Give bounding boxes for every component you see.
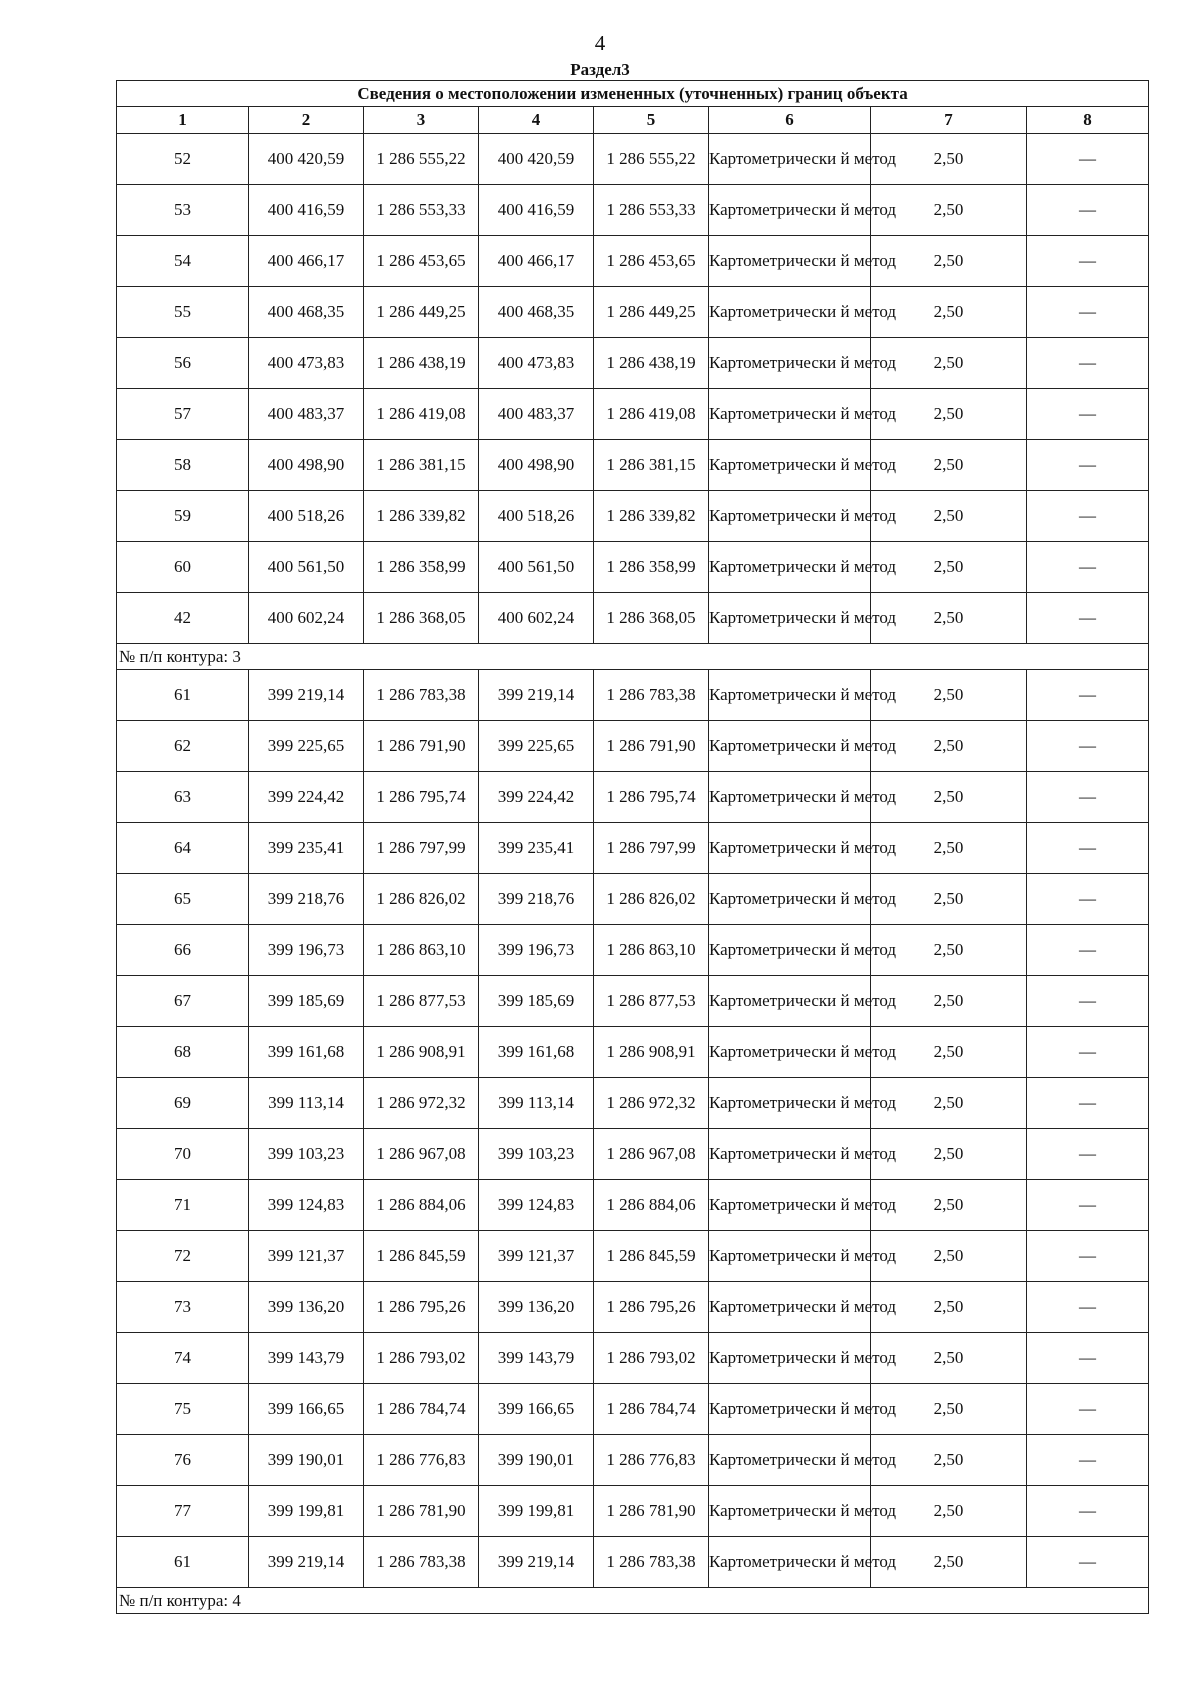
method-cell: Картометрически й метод <box>709 185 871 236</box>
y-new-cell: 1 286 776,83 <box>594 1435 709 1486</box>
x-new-cell: 400 473,83 <box>479 338 594 389</box>
x-new-cell: 400 420,59 <box>479 134 594 185</box>
x-old-cell: 400 466,17 <box>249 236 364 287</box>
x-old-cell: 400 483,37 <box>249 389 364 440</box>
y-old-cell: 1 286 863,10 <box>364 925 479 976</box>
point-number-cell: 72 <box>117 1231 249 1282</box>
table-row <box>117 925 1149 976</box>
table-row <box>117 1231 1149 1282</box>
x-old-cell: 399 161,68 <box>249 1027 364 1078</box>
table-row <box>117 1537 1149 1588</box>
accuracy-cell: 2,50 <box>871 1027 1027 1078</box>
x-new-cell: 399 166,65 <box>479 1384 594 1435</box>
point-number-cell: 69 <box>117 1078 249 1129</box>
x-old-cell: 399 199,81 <box>249 1486 364 1537</box>
y-new-cell: 1 286 908,91 <box>594 1027 709 1078</box>
y-old-cell: 1 286 339,82 <box>364 491 479 542</box>
description-cell: — <box>1027 1282 1149 1333</box>
method-cell: Картометрически й метод <box>709 1282 871 1333</box>
accuracy-cell: 2,50 <box>871 338 1027 389</box>
contour-row <box>117 1588 1149 1614</box>
x-new-cell: 399 185,69 <box>479 976 594 1027</box>
description-cell: — <box>1027 1129 1149 1180</box>
table-row <box>117 976 1149 1027</box>
y-new-cell: 1 286 795,26 <box>594 1282 709 1333</box>
y-old-cell: 1 286 877,53 <box>364 976 479 1027</box>
column-header-row <box>117 107 1149 134</box>
point-number-cell: 58 <box>117 440 249 491</box>
y-old-cell: 1 286 845,59 <box>364 1231 479 1282</box>
accuracy-cell: 2,50 <box>871 542 1027 593</box>
x-new-cell: 400 498,90 <box>479 440 594 491</box>
description-cell: — <box>1027 542 1149 593</box>
table-caption-row <box>117 81 1149 107</box>
y-old-cell: 1 286 972,32 <box>364 1078 479 1129</box>
description-cell: — <box>1027 185 1149 236</box>
accuracy-cell: 2,50 <box>871 491 1027 542</box>
accuracy-cell: 2,50 <box>871 134 1027 185</box>
description-cell: — <box>1027 338 1149 389</box>
x-old-cell: 399 143,79 <box>249 1333 364 1384</box>
method-cell: Картометрически й метод <box>709 1435 871 1486</box>
table-row <box>117 134 1149 185</box>
section-title: Раздел3 <box>570 60 630 79</box>
y-old-cell: 1 286 795,74 <box>364 772 479 823</box>
y-new-cell: 1 286 381,15 <box>594 440 709 491</box>
method-cell: Картометрически й метод <box>709 287 871 338</box>
table-row <box>117 1129 1149 1180</box>
x-new-cell: 399 224,42 <box>479 772 594 823</box>
y-old-cell: 1 286 553,33 <box>364 185 479 236</box>
contour-label: № п/п контура: 3 <box>117 644 1149 670</box>
description-cell: — <box>1027 593 1149 644</box>
column-header: 5 <box>594 107 709 134</box>
y-old-cell: 1 286 453,65 <box>364 236 479 287</box>
x-old-cell: 400 416,59 <box>249 185 364 236</box>
x-old-cell: 400 561,50 <box>249 542 364 593</box>
description-cell: — <box>1027 925 1149 976</box>
description-cell: — <box>1027 772 1149 823</box>
y-old-cell: 1 286 797,99 <box>364 823 479 874</box>
y-new-cell: 1 286 791,90 <box>594 721 709 772</box>
x-new-cell: 399 136,20 <box>479 1282 594 1333</box>
y-old-cell: 1 286 795,26 <box>364 1282 479 1333</box>
method-cell: Картометрически й метод <box>709 1129 871 1180</box>
accuracy-cell: 2,50 <box>871 440 1027 491</box>
table-row <box>117 1333 1149 1384</box>
point-number-cell: 63 <box>117 772 249 823</box>
x-old-cell: 399 124,83 <box>249 1180 364 1231</box>
method-cell: Картометрически й метод <box>709 1537 871 1588</box>
table-row <box>117 236 1149 287</box>
x-new-cell: 399 113,14 <box>479 1078 594 1129</box>
x-old-cell: 400 420,59 <box>249 134 364 185</box>
x-old-cell: 399 166,65 <box>249 1384 364 1435</box>
method-cell: Картометрически й метод <box>709 338 871 389</box>
y-new-cell: 1 286 826,02 <box>594 874 709 925</box>
method-cell: Картометрически й метод <box>709 976 871 1027</box>
method-cell: Картометрически й метод <box>709 1231 871 1282</box>
method-cell: Картометрически й метод <box>709 1027 871 1078</box>
method-cell: Картометрически й метод <box>709 823 871 874</box>
y-old-cell: 1 286 793,02 <box>364 1333 479 1384</box>
y-old-cell: 1 286 449,25 <box>364 287 479 338</box>
point-number-cell: 76 <box>117 1435 249 1486</box>
point-number-cell: 61 <box>117 670 249 721</box>
accuracy-cell: 2,50 <box>871 389 1027 440</box>
description-cell: — <box>1027 440 1149 491</box>
method-cell: Картометрически й метод <box>709 1180 871 1231</box>
accuracy-cell: 2,50 <box>871 593 1027 644</box>
y-new-cell: 1 286 453,65 <box>594 236 709 287</box>
table-row <box>117 1027 1149 1078</box>
description-cell: — <box>1027 1333 1149 1384</box>
method-cell: Картометрически й метод <box>709 440 871 491</box>
point-number-cell: 42 <box>117 593 249 644</box>
x-new-cell: 400 518,26 <box>479 491 594 542</box>
x-new-cell: 399 235,41 <box>479 823 594 874</box>
x-new-cell: 400 561,50 <box>479 542 594 593</box>
accuracy-cell: 2,50 <box>871 1231 1027 1282</box>
table-row <box>117 389 1149 440</box>
point-number-cell: 56 <box>117 338 249 389</box>
method-cell: Картометрически й метод <box>709 670 871 721</box>
method-cell: Картометрически й метод <box>709 1384 871 1435</box>
x-new-cell: 399 219,14 <box>479 670 594 721</box>
point-number-cell: 70 <box>117 1129 249 1180</box>
x-old-cell: 400 468,35 <box>249 287 364 338</box>
contour-row <box>117 644 1149 670</box>
point-number-cell: 66 <box>117 925 249 976</box>
y-old-cell: 1 286 783,38 <box>364 1537 479 1588</box>
x-new-cell: 399 196,73 <box>479 925 594 976</box>
y-old-cell: 1 286 784,74 <box>364 1384 479 1435</box>
method-cell: Картометрически й метод <box>709 1333 871 1384</box>
accuracy-cell: 2,50 <box>871 772 1027 823</box>
y-new-cell: 1 286 449,25 <box>594 287 709 338</box>
method-cell: Картометрически й метод <box>709 389 871 440</box>
point-number-cell: 73 <box>117 1282 249 1333</box>
column-header: 7 <box>871 107 1027 134</box>
y-new-cell: 1 286 419,08 <box>594 389 709 440</box>
y-new-cell: 1 286 793,02 <box>594 1333 709 1384</box>
description-cell: — <box>1027 287 1149 338</box>
x-old-cell: 399 224,42 <box>249 772 364 823</box>
method-cell: Картометрически й метод <box>709 542 871 593</box>
x-new-cell: 399 218,76 <box>479 874 594 925</box>
x-old-cell: 399 190,01 <box>249 1435 364 1486</box>
column-header: 1 <box>117 107 249 134</box>
x-old-cell: 399 218,76 <box>249 874 364 925</box>
y-new-cell: 1 286 972,32 <box>594 1078 709 1129</box>
accuracy-cell: 2,50 <box>871 1435 1027 1486</box>
column-header: 6 <box>709 107 871 134</box>
point-number-cell: 75 <box>117 1384 249 1435</box>
x-old-cell: 399 113,14 <box>249 1078 364 1129</box>
method-cell: Картометрически й метод <box>709 721 871 772</box>
x-old-cell: 400 473,83 <box>249 338 364 389</box>
point-number-cell: 52 <box>117 134 249 185</box>
x-old-cell: 399 219,14 <box>249 670 364 721</box>
coordinates-table <box>116 80 1149 1614</box>
table-row <box>117 874 1149 925</box>
x-old-cell: 399 196,73 <box>249 925 364 976</box>
y-old-cell: 1 286 358,99 <box>364 542 479 593</box>
table-row <box>117 185 1149 236</box>
x-new-cell: 400 602,24 <box>479 593 594 644</box>
y-new-cell: 1 286 795,74 <box>594 772 709 823</box>
y-old-cell: 1 286 908,91 <box>364 1027 479 1078</box>
x-old-cell: 399 121,37 <box>249 1231 364 1282</box>
y-old-cell: 1 286 783,38 <box>364 670 479 721</box>
column-header: 3 <box>364 107 479 134</box>
x-old-cell: 399 103,23 <box>249 1129 364 1180</box>
y-old-cell: 1 286 826,02 <box>364 874 479 925</box>
description-cell: — <box>1027 1435 1149 1486</box>
point-number-cell: 59 <box>117 491 249 542</box>
accuracy-cell: 2,50 <box>871 1333 1027 1384</box>
accuracy-cell: 2,50 <box>871 1180 1027 1231</box>
x-new-cell: 399 190,01 <box>479 1435 594 1486</box>
accuracy-cell: 2,50 <box>871 1282 1027 1333</box>
method-cell: Картометрически й метод <box>709 772 871 823</box>
x-new-cell: 399 124,83 <box>479 1180 594 1231</box>
y-new-cell: 1 286 784,74 <box>594 1384 709 1435</box>
x-old-cell: 399 219,14 <box>249 1537 364 1588</box>
y-old-cell: 1 286 419,08 <box>364 389 479 440</box>
point-number-cell: 71 <box>117 1180 249 1231</box>
y-new-cell: 1 286 797,99 <box>594 823 709 874</box>
accuracy-cell: 2,50 <box>871 670 1027 721</box>
y-new-cell: 1 286 967,08 <box>594 1129 709 1180</box>
table-row <box>117 772 1149 823</box>
y-old-cell: 1 286 791,90 <box>364 721 479 772</box>
table-row <box>117 1282 1149 1333</box>
y-old-cell: 1 286 438,19 <box>364 338 479 389</box>
description-cell: — <box>1027 1027 1149 1078</box>
x-new-cell: 400 483,37 <box>479 389 594 440</box>
accuracy-cell: 2,50 <box>871 1078 1027 1129</box>
accuracy-cell: 2,50 <box>871 721 1027 772</box>
method-cell: Картометрически й метод <box>709 593 871 644</box>
description-cell: — <box>1027 389 1149 440</box>
accuracy-cell: 2,50 <box>871 287 1027 338</box>
table-row <box>117 823 1149 874</box>
accuracy-cell: 2,50 <box>871 1129 1027 1180</box>
description-cell: — <box>1027 1537 1149 1588</box>
y-old-cell: 1 286 967,08 <box>364 1129 479 1180</box>
x-new-cell: 399 219,14 <box>479 1537 594 1588</box>
accuracy-cell: 2,50 <box>871 185 1027 236</box>
table-row <box>117 721 1149 772</box>
table-row <box>117 670 1149 721</box>
x-new-cell: 399 143,79 <box>479 1333 594 1384</box>
point-number-cell: 57 <box>117 389 249 440</box>
accuracy-cell: 2,50 <box>871 823 1027 874</box>
point-number-cell: 67 <box>117 976 249 1027</box>
x-old-cell: 399 185,69 <box>249 976 364 1027</box>
y-new-cell: 1 286 884,06 <box>594 1180 709 1231</box>
table-row <box>117 1078 1149 1129</box>
y-new-cell: 1 286 358,99 <box>594 542 709 593</box>
point-number-cell: 74 <box>117 1333 249 1384</box>
x-new-cell: 399 121,37 <box>479 1231 594 1282</box>
description-cell: — <box>1027 491 1149 542</box>
method-cell: Картометрически й метод <box>709 1078 871 1129</box>
table-caption: Сведения о местоположении измененных (уточненных) границ объекта <box>117 81 1149 107</box>
table-row <box>117 542 1149 593</box>
method-cell: Картометрически й метод <box>709 491 871 542</box>
table-row <box>117 1435 1149 1486</box>
point-number-cell: 53 <box>117 185 249 236</box>
point-number-cell: 68 <box>117 1027 249 1078</box>
point-number-cell: 77 <box>117 1486 249 1537</box>
x-new-cell: 400 468,35 <box>479 287 594 338</box>
method-cell: Картометрически й метод <box>709 134 871 185</box>
y-new-cell: 1 286 553,33 <box>594 185 709 236</box>
x-old-cell: 399 225,65 <box>249 721 364 772</box>
y-new-cell: 1 286 783,38 <box>594 1537 709 1588</box>
point-number-cell: 62 <box>117 721 249 772</box>
point-number-cell: 60 <box>117 542 249 593</box>
accuracy-cell: 2,50 <box>871 1486 1027 1537</box>
point-number-cell: 65 <box>117 874 249 925</box>
table-row <box>117 593 1149 644</box>
description-cell: — <box>1027 874 1149 925</box>
accuracy-cell: 2,50 <box>871 1537 1027 1588</box>
description-cell: — <box>1027 1180 1149 1231</box>
description-cell: — <box>1027 1078 1149 1129</box>
y-old-cell: 1 286 776,83 <box>364 1435 479 1486</box>
y-new-cell: 1 286 339,82 <box>594 491 709 542</box>
y-new-cell: 1 286 438,19 <box>594 338 709 389</box>
method-cell: Картометрически й метод <box>709 874 871 925</box>
table-row <box>117 491 1149 542</box>
description-cell: — <box>1027 1486 1149 1537</box>
x-new-cell: 399 103,23 <box>479 1129 594 1180</box>
method-cell: Картометрически й метод <box>709 236 871 287</box>
description-cell: — <box>1027 134 1149 185</box>
contour-label: № п/п контура: 4 <box>117 1588 1149 1614</box>
description-cell: — <box>1027 721 1149 772</box>
y-old-cell: 1 286 555,22 <box>364 134 479 185</box>
y-old-cell: 1 286 781,90 <box>364 1486 479 1537</box>
accuracy-cell: 2,50 <box>871 874 1027 925</box>
x-old-cell: 400 518,26 <box>249 491 364 542</box>
y-new-cell: 1 286 877,53 <box>594 976 709 1027</box>
y-old-cell: 1 286 884,06 <box>364 1180 479 1231</box>
y-new-cell: 1 286 863,10 <box>594 925 709 976</box>
accuracy-cell: 2,50 <box>871 236 1027 287</box>
x-old-cell: 400 602,24 <box>249 593 364 644</box>
description-cell: — <box>1027 976 1149 1027</box>
x-old-cell: 400 498,90 <box>249 440 364 491</box>
accuracy-cell: 2,50 <box>871 1384 1027 1435</box>
column-header: 8 <box>1027 107 1149 134</box>
x-new-cell: 400 416,59 <box>479 185 594 236</box>
description-cell: — <box>1027 1231 1149 1282</box>
description-cell: — <box>1027 823 1149 874</box>
description-cell: — <box>1027 236 1149 287</box>
table-row <box>117 1180 1149 1231</box>
method-cell: Картометрически й метод <box>709 1486 871 1537</box>
y-new-cell: 1 286 845,59 <box>594 1231 709 1282</box>
column-header: 4 <box>479 107 594 134</box>
y-new-cell: 1 286 783,38 <box>594 670 709 721</box>
point-number-cell: 61 <box>117 1537 249 1588</box>
y-old-cell: 1 286 368,05 <box>364 593 479 644</box>
x-old-cell: 399 136,20 <box>249 1282 364 1333</box>
table-row <box>117 1486 1149 1537</box>
description-cell: — <box>1027 670 1149 721</box>
y-new-cell: 1 286 555,22 <box>594 134 709 185</box>
accuracy-cell: 2,50 <box>871 976 1027 1027</box>
x-new-cell: 400 466,17 <box>479 236 594 287</box>
x-new-cell: 399 161,68 <box>479 1027 594 1078</box>
description-cell: — <box>1027 1384 1149 1435</box>
table-row <box>117 338 1149 389</box>
accuracy-cell: 2,50 <box>871 925 1027 976</box>
x-new-cell: 399 225,65 <box>479 721 594 772</box>
table-row <box>117 1384 1149 1435</box>
x-old-cell: 399 235,41 <box>249 823 364 874</box>
column-header: 2 <box>249 107 364 134</box>
y-new-cell: 1 286 368,05 <box>594 593 709 644</box>
point-number-cell: 64 <box>117 823 249 874</box>
table-row <box>117 287 1149 338</box>
x-new-cell: 399 199,81 <box>479 1486 594 1537</box>
page-number: 4 <box>594 31 606 55</box>
point-number-cell: 55 <box>117 287 249 338</box>
y-old-cell: 1 286 381,15 <box>364 440 479 491</box>
y-new-cell: 1 286 781,90 <box>594 1486 709 1537</box>
method-cell: Картометрически й метод <box>709 925 871 976</box>
point-number-cell: 54 <box>117 236 249 287</box>
table-row <box>117 440 1149 491</box>
